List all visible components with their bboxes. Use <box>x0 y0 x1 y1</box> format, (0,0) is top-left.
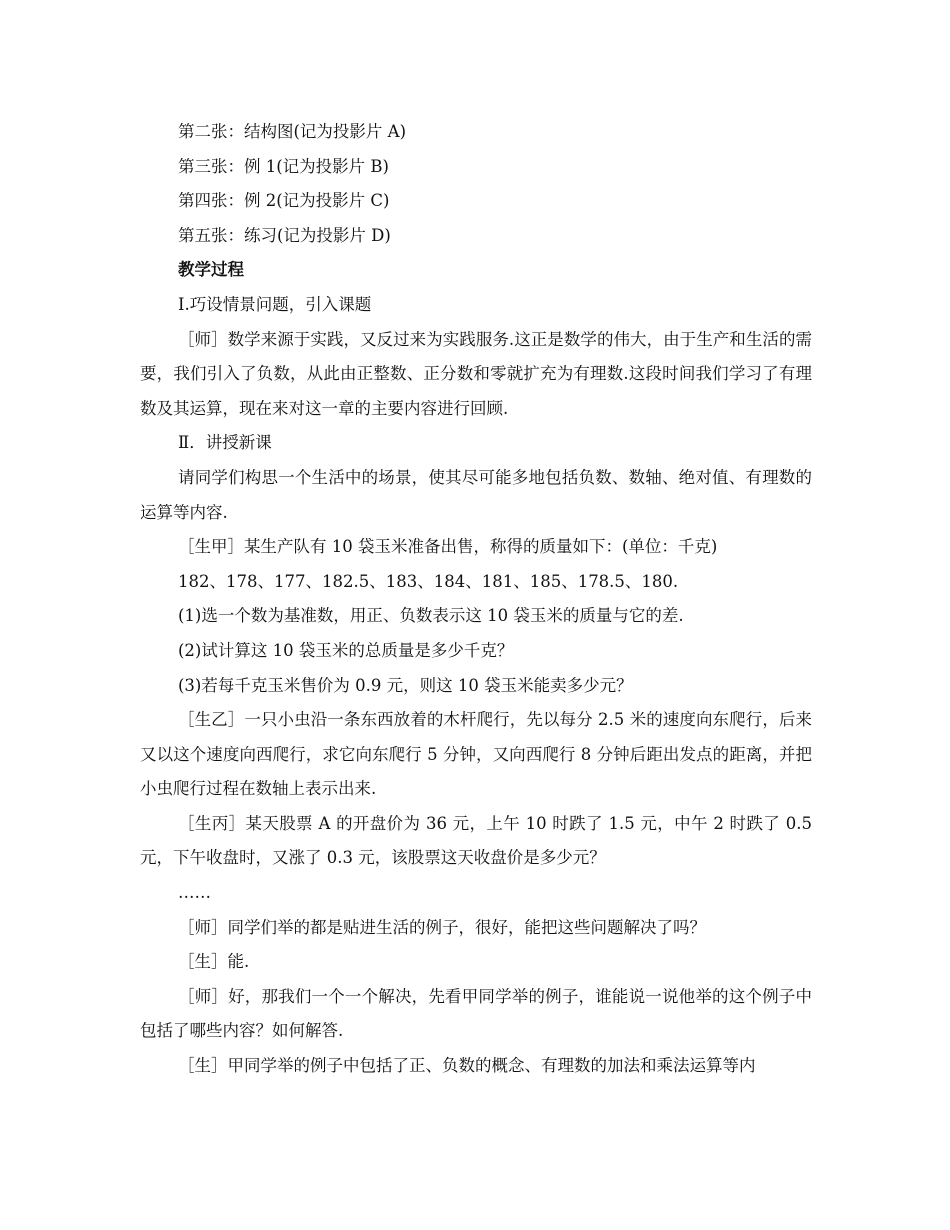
section-heading-teaching-process: 教学过程 <box>178 260 244 280</box>
subheading-introduction: Ⅰ.巧设情景问题，引入课题 <box>178 294 372 314</box>
paragraph-slide-c: 第四张：例 2(记为投影片 C) <box>178 191 390 211</box>
paragraph-question-3: (3)若每千克玉米售价为 0.9 元，则这 10 袋玉米能卖多少元？ <box>178 675 633 695</box>
paragraph-slide-b: 第三张：例 1(记为投影片 B) <box>178 156 389 176</box>
paragraph-teacher-question: ［师］好，那我们一个一个解决，先看甲同学举的例子，谁能说一说他举的这个例子中包括了哪些内容？如何解答. <box>140 986 812 1041</box>
paragraph-slide-d: 第五张：练习(记为投影片 D) <box>178 225 391 245</box>
paragraph-teacher-praise: ［师］同学们举的都是贴进生活的例子，很好，能把这些问题解决了吗？ <box>178 917 706 937</box>
subheading-new-lesson: Ⅱ．讲授新课 <box>178 433 272 453</box>
paragraph-student-a-problem: ［生甲］某生产队有 10 袋玉米准备出售，称得的质量如下：(单位：千克) <box>178 537 718 557</box>
paragraph-slide-a: 第二张：结构图(记为投影片 A) <box>178 122 407 141</box>
paragraph-teacher-intro: ［师］数学来源于实践，又反过来为实践服务.这正是数学的伟大，由于生产和生活的需要，我们引入了负数，从此由正整数、正分数和零就扩充为有理数.这段时间我们学习了有理数及其运算，现在来对这一章的主要内容进行回顾. <box>140 329 812 418</box>
paragraph-scenario-prompt: 请同学们构思一个生活中的场景，使其尽可能多地包括负数、数轴、绝对值、有理数的运算等内容. <box>140 467 812 522</box>
paragraph-student-answer: ［生］甲同学举的例子中包括了正、负数的概念、有理数的加法和乘法运算等内 <box>178 1056 756 1076</box>
paragraph-student-b-problem: ［生乙］一只小虫沿一条东西放着的木杆爬行，先以每分 2.5 米的速度向东爬行，后来又以这个速度向西爬行，求它向东爬行 5 分钟，又向西爬行 8 分钟后距出发点的距离，并把小虫爬行过程在数轴上表示出来. <box>140 710 812 799</box>
document-page <box>140 115 812 1084</box>
paragraph-corn-weights: 182、178、177、182.5、183、184、181、185、178.5、180. <box>178 571 679 591</box>
paragraph-question-1: (1)选一个数为基准数，用正、负数表示这 10 袋玉米的质量与它的差. <box>178 606 684 626</box>
paragraph-question-2: (2)试计算这 10 袋玉米的总质量是多少千克？ <box>178 640 514 660</box>
paragraph-student-c-problem: ［生丙］某天股票 A 的开盘价为 36 元，上午 10 时跌了 1.5 元，中午 2 时跌了 0.5 元，下午收盘时，又涨了 0.3 元，该股票这天收盘价是多少元？ <box>140 813 812 868</box>
paragraph-student-reply: ［生］能. <box>178 952 250 972</box>
paragraph-ellipsis: …… <box>178 883 211 903</box>
